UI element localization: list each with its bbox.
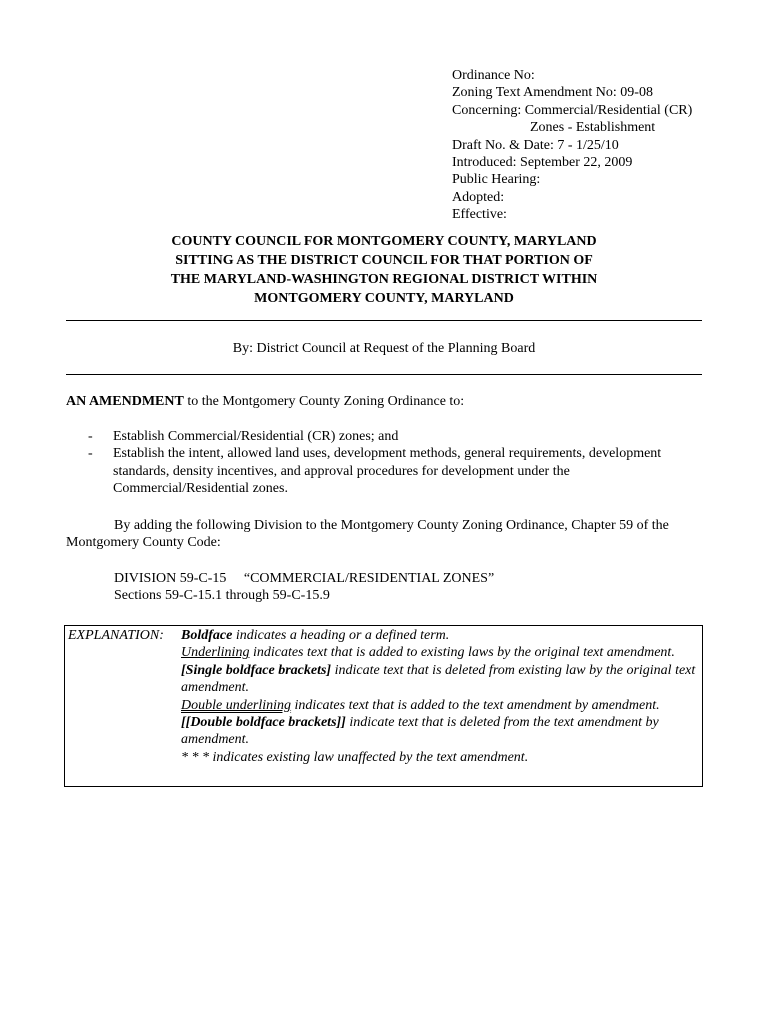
title-line-2: SITTING AS THE DISTRICT COUNCIL FOR THAT PORTION OF — [175, 253, 593, 268]
division-reference — [114, 570, 714, 605]
division-line-1: DIVISION 59-C-15 “COMMERCIAL/RESIDENTIAL ZONES” — [114, 571, 495, 586]
title-line-1: COUNTY COUNCIL FOR MONTGOMERY COUNTY, MARYLAND — [171, 234, 597, 249]
list-item — [88, 445, 708, 497]
amendment-purposes — [88, 428, 708, 498]
concerning-continued: Zones - Establishment — [530, 120, 656, 136]
boldface-note — [181, 627, 701, 644]
list-item-text: Establish Commercial/Residential (CR) zones; and — [113, 429, 399, 444]
adding-paragraph — [66, 517, 706, 552]
list-item — [88, 428, 708, 445]
single-brackets-note — [181, 662, 701, 697]
single-brackets-rest: indicate text that is deleted from existing law by the original text amendment. — [181, 662, 696, 696]
ordinance-metadata — [452, 67, 752, 224]
unaffected-law-note: * * * indicates existing law unaffected by the text amendment. — [181, 749, 529, 765]
top-divider — [66, 320, 702, 321]
explanation-lines — [181, 627, 701, 766]
adopted: Adopted: — [452, 189, 505, 205]
effective: Effective: — [452, 207, 507, 223]
dash-bullet: - — [88, 429, 93, 444]
double-underlining-note — [181, 697, 701, 714]
public-hearing: Public Hearing: — [452, 172, 541, 188]
draft-date: Draft No. & Date: 7 - 1/25/10 — [452, 137, 619, 153]
underlining-term: Underlining — [181, 645, 250, 661]
byline: By: District Council at Request of the Planning Board — [232, 341, 536, 356]
title-line-3: THE MARYLAND-WASHINGTON REGIONAL DISTRICT WITHIN — [170, 272, 598, 287]
bottom-divider — [66, 374, 702, 375]
boldface-term: Boldface — [181, 628, 233, 643]
ordinance-no: Ordinance No: — [452, 68, 535, 83]
double-brackets-rest: indicate text that is deleted from the text amendment by amendment. — [181, 715, 659, 748]
list-item-text: Establish the intent, allowed land uses, development methods, general requirements, development standards, density incentives, and approval procedures for development under the Commercial/Residential zones. — [113, 446, 662, 497]
amendment-intro — [66, 393, 706, 410]
double-underlining-term: Double underlining — [181, 697, 292, 713]
amendment-rest: to the Montgomery County Zoning Ordinance to: — [183, 394, 465, 409]
zta-number: Zoning Text Amendment No: 09-08 — [452, 85, 653, 101]
concerning: Concerning: Commercial/Residential (CR) — [452, 102, 693, 118]
council-title — [66, 232, 702, 308]
double-underlining-rest: indicates text that is added to the text amendment by amendment. — [291, 697, 660, 713]
double-brackets-term: [[Double boldface brackets]] — [181, 715, 346, 731]
explanation-label: EXPLANATION: — [68, 628, 164, 643]
boldface-rest: indicates a heading or a defined term. — [232, 628, 450, 643]
dash-bullet: - — [88, 446, 93, 462]
adding-text: By adding the following Division to the Montgomery County Zoning Ordinance, Chapter 59 of the Montgomery County Code: — [66, 518, 669, 551]
single-brackets-term: [Single boldface brackets] — [181, 662, 332, 678]
explanation-box — [64, 625, 703, 787]
double-brackets-note — [181, 714, 701, 749]
division-line-2: Sections 59-C-15.1 through 59-C-15.9 — [114, 588, 330, 604]
title-line-4: MONTGOMERY COUNTY, MARYLAND — [254, 291, 514, 306]
introduced-date: Introduced: September 22, 2009 — [452, 155, 633, 171]
underlining-note — [181, 644, 701, 661]
underlining-rest: indicates text that is added to existing laws by the original text amendment. — [249, 645, 675, 661]
amendment-lead: AN AMENDMENT — [66, 394, 184, 409]
